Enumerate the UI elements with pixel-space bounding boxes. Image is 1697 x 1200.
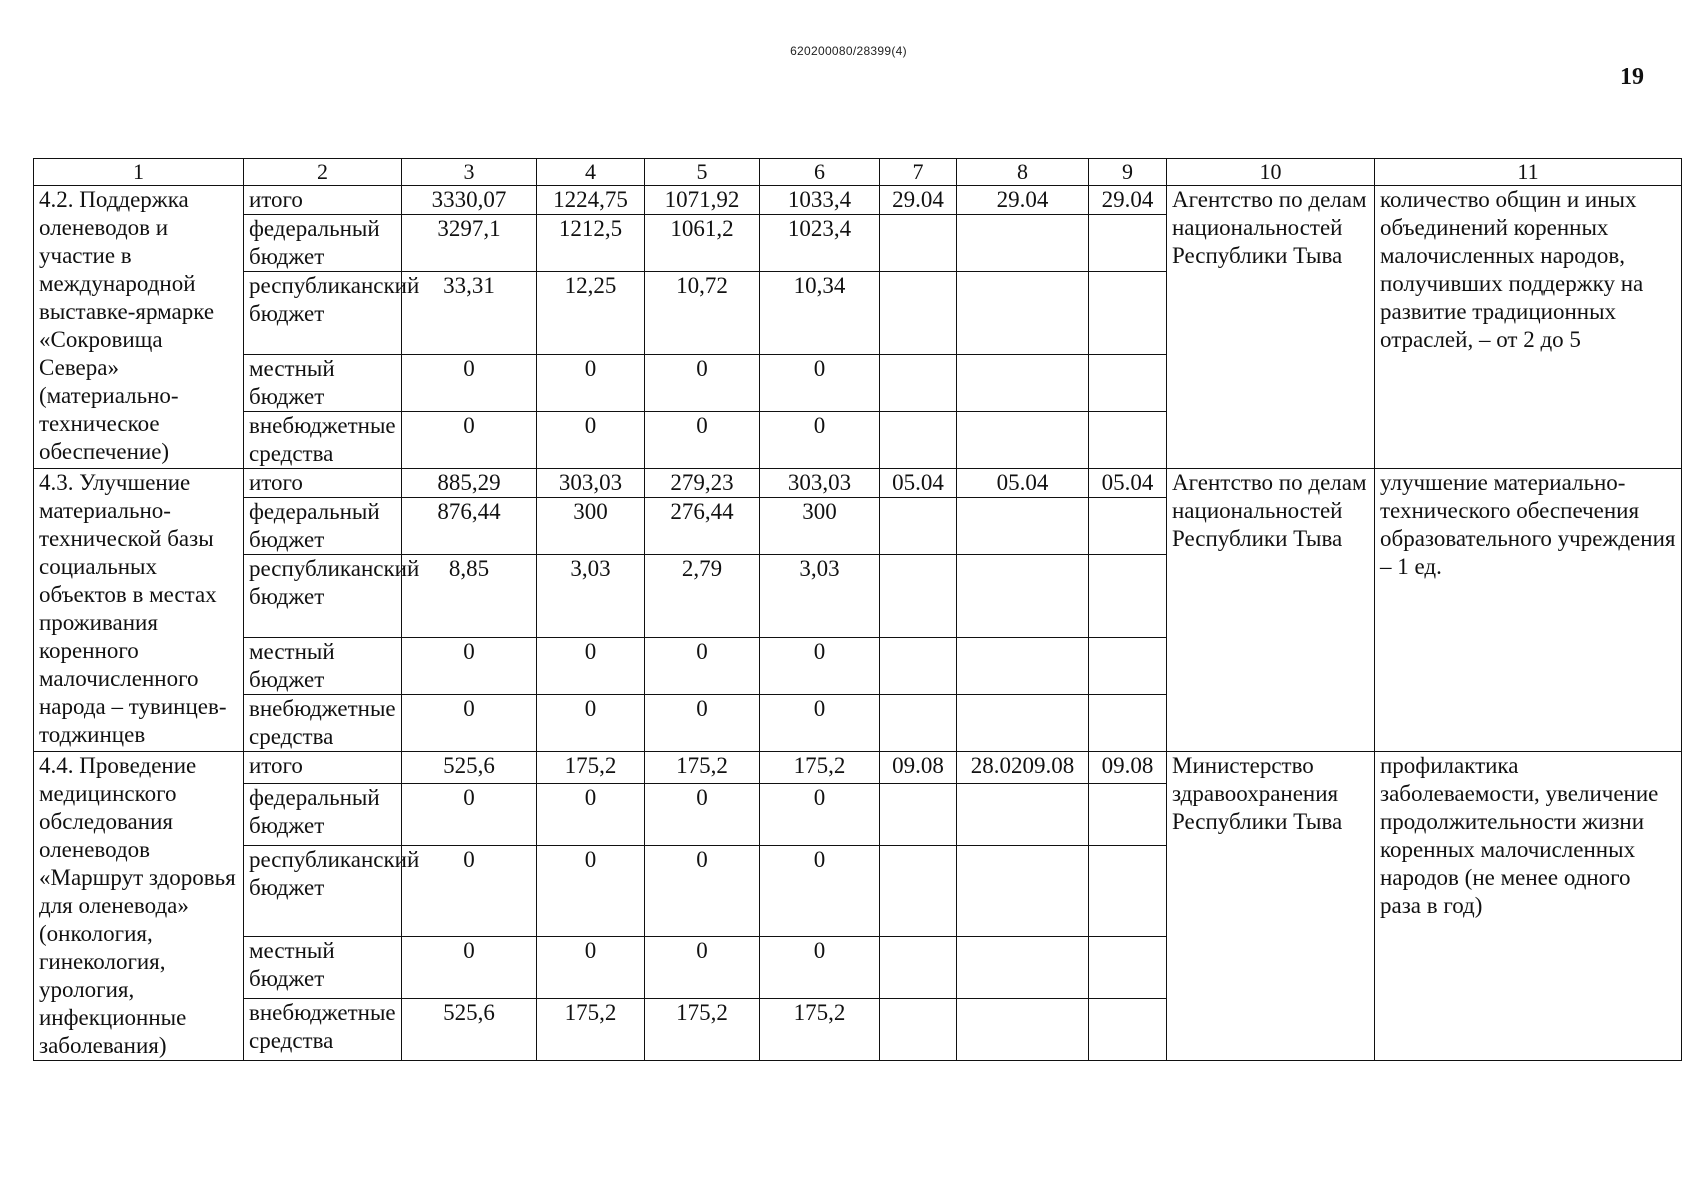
empty-cell bbox=[880, 936, 957, 998]
amount-cell: 1033,4 bbox=[760, 186, 880, 215]
expected-result-cell: количество общин и иных объединений коренных малочисленных народов, получивших поддержку на развитие традиционных отраслей, – от 2 до 5 bbox=[1375, 186, 1682, 469]
amount-cell: 0 bbox=[402, 412, 537, 469]
column-header: 1 bbox=[34, 159, 244, 186]
column-header: 9 bbox=[1089, 159, 1167, 186]
amount-cell: 3,03 bbox=[760, 555, 880, 638]
amount-cell: 1224,75 bbox=[537, 186, 645, 215]
empty-cell bbox=[880, 498, 957, 555]
table-row bbox=[34, 469, 1682, 498]
empty-cell bbox=[1089, 412, 1167, 469]
amount-cell: 1061,2 bbox=[645, 215, 760, 272]
empty-cell bbox=[880, 845, 957, 936]
empty-cell bbox=[957, 272, 1089, 355]
empty-cell bbox=[1089, 936, 1167, 998]
column-header: 3 bbox=[402, 159, 537, 186]
empty-cell bbox=[880, 272, 957, 355]
amount-cell: 2,79 bbox=[645, 555, 760, 638]
date-cell: 28.0209.08 bbox=[957, 752, 1089, 784]
date-cell: 29.04 bbox=[1089, 186, 1167, 215]
empty-cell bbox=[880, 695, 957, 752]
amount-cell: 525,6 bbox=[402, 752, 537, 784]
empty-cell bbox=[1089, 555, 1167, 638]
date-cell: 29.04 bbox=[957, 186, 1089, 215]
empty-cell bbox=[880, 412, 957, 469]
table-body bbox=[34, 159, 1682, 1061]
empty-cell bbox=[957, 412, 1089, 469]
amount-cell: 0 bbox=[645, 412, 760, 469]
amount-cell: 0 bbox=[537, 936, 645, 998]
column-number-row bbox=[34, 159, 1682, 186]
empty-cell bbox=[1089, 272, 1167, 355]
amount-cell: 1023,4 bbox=[760, 215, 880, 272]
amount-cell: 0 bbox=[645, 936, 760, 998]
expected-result-cell: профилактика заболеваемости, увеличение продолжительности жизни коренных малочисленных народов (не менее одного раза в год) bbox=[1375, 752, 1682, 1061]
funding-source-cell: местный бюджет bbox=[244, 355, 402, 412]
empty-cell bbox=[957, 498, 1089, 555]
amount-cell: 0 bbox=[537, 845, 645, 936]
column-header: 4 bbox=[537, 159, 645, 186]
empty-cell bbox=[1089, 845, 1167, 936]
empty-cell bbox=[880, 998, 957, 1060]
date-cell: 09.08 bbox=[880, 752, 957, 784]
funding-source-cell: внебюджетные средства bbox=[244, 998, 402, 1060]
amount-cell: 175,2 bbox=[760, 998, 880, 1060]
column-header: 2 bbox=[244, 159, 402, 186]
amount-cell: 0 bbox=[760, 355, 880, 412]
responsible-agency-cell: Агентство по делам национальностей Республики Тыва bbox=[1167, 186, 1375, 469]
responsible-agency-cell: Министерство здравоохранения Республики Тыва bbox=[1167, 752, 1375, 1061]
amount-cell: 0 bbox=[645, 355, 760, 412]
amount-cell: 279,23 bbox=[645, 469, 760, 498]
funding-source-cell: республиканский бюджет bbox=[244, 555, 402, 638]
amount-cell: 0 bbox=[760, 695, 880, 752]
column-header: 6 bbox=[760, 159, 880, 186]
column-header: 11 bbox=[1375, 159, 1682, 186]
empty-cell bbox=[880, 215, 957, 272]
funding-source-cell: итого bbox=[244, 469, 402, 498]
funding-source-cell: федеральный бюджет bbox=[244, 498, 402, 555]
empty-cell bbox=[1089, 638, 1167, 695]
amount-cell: 0 bbox=[645, 695, 760, 752]
funding-source-cell: внебюджетные средства bbox=[244, 695, 402, 752]
empty-cell bbox=[1089, 695, 1167, 752]
amount-cell: 175,2 bbox=[760, 752, 880, 784]
funding-source-cell: местный бюджет bbox=[244, 638, 402, 695]
empty-cell bbox=[957, 998, 1089, 1060]
page-number: 19 bbox=[1620, 64, 1644, 90]
amount-cell: 0 bbox=[760, 783, 880, 845]
empty-cell bbox=[1089, 783, 1167, 845]
amount-cell: 1212,5 bbox=[537, 215, 645, 272]
date-cell: 05.04 bbox=[957, 469, 1089, 498]
empty-cell bbox=[957, 936, 1089, 998]
amount-cell: 175,2 bbox=[645, 998, 760, 1060]
amount-cell: 12,25 bbox=[537, 272, 645, 355]
amount-cell: 0 bbox=[402, 936, 537, 998]
amount-cell: 0 bbox=[402, 355, 537, 412]
amount-cell: 0 bbox=[760, 412, 880, 469]
amount-cell: 0 bbox=[402, 695, 537, 752]
amount-cell: 0 bbox=[402, 783, 537, 845]
amount-cell: 0 bbox=[645, 783, 760, 845]
table-row bbox=[34, 752, 1682, 784]
activity-name-cell: 4.4. Проведение медицинского обследования оленеводов «Маршрут здоровья для оленевода» (онкология, гинекология, урология, инфекционные заболевания) bbox=[34, 752, 244, 1061]
funding-source-cell: республиканский бюджет bbox=[244, 845, 402, 936]
amount-cell: 300 bbox=[537, 498, 645, 555]
empty-cell bbox=[1089, 498, 1167, 555]
funding-source-cell: итого bbox=[244, 186, 402, 215]
date-cell: 05.04 bbox=[1089, 469, 1167, 498]
column-header: 8 bbox=[957, 159, 1089, 186]
funding-source-cell: итого bbox=[244, 752, 402, 784]
amount-cell: 1071,92 bbox=[645, 186, 760, 215]
empty-cell bbox=[1089, 215, 1167, 272]
amount-cell: 10,72 bbox=[645, 272, 760, 355]
amount-cell: 0 bbox=[760, 936, 880, 998]
funding-source-cell: внебюджетные средства bbox=[244, 412, 402, 469]
amount-cell: 175,2 bbox=[537, 998, 645, 1060]
empty-cell bbox=[957, 355, 1089, 412]
amount-cell: 0 bbox=[537, 695, 645, 752]
empty-cell bbox=[957, 783, 1089, 845]
empty-cell bbox=[880, 555, 957, 638]
amount-cell: 0 bbox=[537, 638, 645, 695]
column-header: 10 bbox=[1167, 159, 1375, 186]
amount-cell: 0 bbox=[402, 845, 537, 936]
empty-cell bbox=[957, 215, 1089, 272]
empty-cell bbox=[957, 638, 1089, 695]
empty-cell bbox=[1089, 355, 1167, 412]
date-cell: 29.04 bbox=[880, 186, 957, 215]
column-header: 5 bbox=[645, 159, 760, 186]
amount-cell: 175,2 bbox=[537, 752, 645, 784]
empty-cell bbox=[957, 555, 1089, 638]
amount-cell: 0 bbox=[537, 412, 645, 469]
funding-source-cell: федеральный бюджет bbox=[244, 215, 402, 272]
expected-result-cell: улучшение материально-технического обеспечения образовательного учреждения – 1 ед. bbox=[1375, 469, 1682, 752]
document-id: 620200080/28399(4) bbox=[790, 44, 907, 58]
amount-cell: 303,03 bbox=[760, 469, 880, 498]
amount-cell: 33,31 bbox=[402, 272, 537, 355]
activity-name-cell: 4.3. Улучшение материально-технической базы социальных объектов в местах проживания коренного малочисленного народа – тувинцев-тоджинцев bbox=[34, 469, 244, 752]
funding-source-cell: местный бюджет bbox=[244, 936, 402, 998]
amount-cell: 8,85 bbox=[402, 555, 537, 638]
amount-cell: 3330,07 bbox=[402, 186, 537, 215]
funding-source-cell: федеральный бюджет bbox=[244, 783, 402, 845]
amount-cell: 0 bbox=[645, 638, 760, 695]
activity-name-cell: 4.2. Поддержка оленеводов и участие в международной выставке-ярмарке «Сокровища Севера» (материально-техническое обеспечение) bbox=[34, 186, 244, 469]
amount-cell: 876,44 bbox=[402, 498, 537, 555]
empty-cell bbox=[880, 355, 957, 412]
amount-cell: 3297,1 bbox=[402, 215, 537, 272]
amount-cell: 885,29 bbox=[402, 469, 537, 498]
funding-source-cell: республиканский бюджет bbox=[244, 272, 402, 355]
amount-cell: 0 bbox=[760, 638, 880, 695]
amount-cell: 276,44 bbox=[645, 498, 760, 555]
amount-cell: 0 bbox=[402, 638, 537, 695]
empty-cell bbox=[880, 783, 957, 845]
amount-cell: 303,03 bbox=[537, 469, 645, 498]
date-cell: 05.04 bbox=[880, 469, 957, 498]
amount-cell: 0 bbox=[537, 355, 645, 412]
responsible-agency-cell: Агентство по делам национальностей Республики Тыва bbox=[1167, 469, 1375, 752]
date-cell: 09.08 bbox=[1089, 752, 1167, 784]
empty-cell bbox=[1089, 998, 1167, 1060]
amount-cell: 0 bbox=[645, 845, 760, 936]
amount-cell: 0 bbox=[537, 783, 645, 845]
amount-cell: 3,03 bbox=[537, 555, 645, 638]
amount-cell: 10,34 bbox=[760, 272, 880, 355]
amount-cell: 300 bbox=[760, 498, 880, 555]
empty-cell bbox=[880, 638, 957, 695]
amount-cell: 175,2 bbox=[645, 752, 760, 784]
amount-cell: 525,6 bbox=[402, 998, 537, 1060]
empty-cell bbox=[957, 695, 1089, 752]
program-table bbox=[33, 158, 1682, 1061]
amount-cell: 0 bbox=[760, 845, 880, 936]
column-header: 7 bbox=[880, 159, 957, 186]
empty-cell bbox=[957, 845, 1089, 936]
table-row bbox=[34, 186, 1682, 215]
